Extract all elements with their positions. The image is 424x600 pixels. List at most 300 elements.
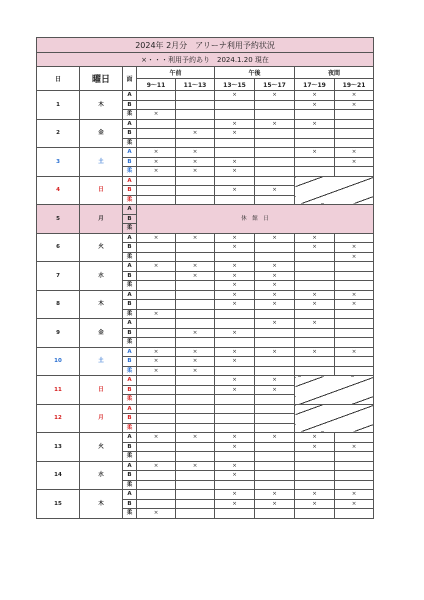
slot-cell: × <box>137 148 176 158</box>
slot-cell <box>335 138 374 148</box>
slot-cell <box>295 110 335 120</box>
facility-label: A <box>123 148 137 158</box>
slot-cell <box>137 471 176 481</box>
slot-cell <box>255 471 295 481</box>
slot-cell <box>137 338 176 348</box>
slot-cell <box>176 480 215 490</box>
facility-label: B <box>123 243 137 253</box>
facility-label: B <box>123 157 137 167</box>
slot-cell <box>255 404 295 414</box>
slot-cell: × <box>176 357 215 367</box>
slot-cell <box>255 357 295 367</box>
day-number: 15 <box>37 490 80 519</box>
slot-cell: × <box>255 119 295 129</box>
day-number: 13 <box>37 433 80 462</box>
subtitle-row <box>37 53 374 67</box>
facility-label: 柔 <box>123 509 137 519</box>
slot-cell: × <box>215 271 255 281</box>
facility-label: A <box>123 433 137 443</box>
slot-cell <box>255 243 295 253</box>
title-row <box>37 38 374 53</box>
slot-cell <box>335 319 374 329</box>
slot-cell <box>255 100 295 110</box>
slot-cell <box>255 176 295 186</box>
slot-cell: × <box>215 461 255 471</box>
slot-cell: × <box>215 157 255 167</box>
slot-cell: × <box>176 167 215 177</box>
facility-label: 柔 <box>123 309 137 319</box>
slot-cell: × <box>176 271 215 281</box>
slot-cell <box>335 471 374 481</box>
slot-cell <box>295 509 335 519</box>
slot-cell: × <box>335 252 374 262</box>
facility-label: 柔 <box>123 452 137 462</box>
slot-cell: × <box>215 300 255 310</box>
slot-cell: × <box>335 157 374 167</box>
slot-cell <box>295 252 335 262</box>
slot-cell: × <box>335 243 374 253</box>
slot-cell <box>137 119 176 129</box>
slot-cell <box>295 452 335 462</box>
night-unavailable-hatch <box>295 176 374 205</box>
slot-cell <box>137 376 176 386</box>
facility-label: B <box>123 300 137 310</box>
slot-cell: × <box>295 433 335 443</box>
slot-cell <box>137 499 176 509</box>
slot-cell: × <box>255 319 295 329</box>
slot-cell <box>255 328 295 338</box>
slot-cell <box>335 129 374 139</box>
slot-cell <box>176 442 215 452</box>
slot-cell <box>137 328 176 338</box>
slot-cell: × <box>255 376 295 386</box>
slot-cell: × <box>137 366 176 376</box>
slot-cell: × <box>335 442 374 452</box>
slot-cell: × <box>215 328 255 338</box>
slot-cell <box>176 509 215 519</box>
weekday-header: 曜日 <box>80 67 123 91</box>
slot-cell <box>176 300 215 310</box>
slot-cell: × <box>176 157 215 167</box>
slot-cell: × <box>137 433 176 443</box>
facility-label: B <box>123 385 137 395</box>
slot-header: 13～15 <box>215 79 255 91</box>
slot-cell <box>215 414 255 424</box>
facility-label: 柔 <box>123 423 137 433</box>
slot-cell: × <box>137 509 176 519</box>
slot-cell <box>176 252 215 262</box>
slot-cell: × <box>137 157 176 167</box>
day-10-row-A <box>37 347 374 357</box>
slot-cell <box>255 461 295 471</box>
slot-cell <box>215 452 255 462</box>
slot-cell: × <box>255 186 295 196</box>
facility-label: 柔 <box>123 338 137 348</box>
slot-cell <box>335 309 374 319</box>
slot-cell <box>176 499 215 509</box>
slot-cell <box>335 338 374 348</box>
facility-label: B <box>123 499 137 509</box>
day-14-row-A <box>37 461 374 471</box>
day-13-row-A <box>37 433 374 443</box>
slot-cell <box>137 176 176 186</box>
slot-cell: × <box>295 300 335 310</box>
slot-cell: × <box>255 281 295 291</box>
slot-cell <box>176 281 215 291</box>
weekday: 水 <box>80 461 123 490</box>
slot-cell <box>255 157 295 167</box>
slot-cell <box>137 452 176 462</box>
slot-cell <box>255 110 295 120</box>
slot-cell <box>137 100 176 110</box>
slot-cell <box>176 404 215 414</box>
slot-cell <box>176 376 215 386</box>
slot-cell <box>335 433 374 443</box>
slot-cell <box>255 195 295 205</box>
weekday: 木 <box>80 290 123 319</box>
page-title: 2024年 2月分 アリーナ利用予約状況 <box>37 38 374 53</box>
slot-cell: × <box>215 91 255 101</box>
facility-label: B <box>123 357 137 367</box>
slot-cell: × <box>215 385 255 395</box>
slot-cell <box>255 309 295 319</box>
slot-cell: × <box>215 129 255 139</box>
day-5-row-A <box>37 205 374 215</box>
day-number: 14 <box>37 461 80 490</box>
slot-cell <box>215 480 255 490</box>
slot-cell: × <box>255 433 295 443</box>
day-number: 12 <box>37 404 80 433</box>
facility-label: A <box>123 290 137 300</box>
slot-cell <box>137 195 176 205</box>
slot-cell: × <box>335 290 374 300</box>
slot-cell: × <box>215 433 255 443</box>
day-number: 2 <box>37 119 80 148</box>
facility-label: A <box>123 347 137 357</box>
slot-cell <box>137 319 176 329</box>
slot-cell <box>176 309 215 319</box>
day-number: 7 <box>37 262 80 291</box>
slot-cell <box>215 252 255 262</box>
slot-cell <box>255 423 295 433</box>
slot-cell <box>335 233 374 243</box>
slot-cell <box>295 328 335 338</box>
facility-label: B <box>123 129 137 139</box>
slot-cell: × <box>335 91 374 101</box>
facility-label: 柔 <box>123 167 137 177</box>
slot-cell: × <box>215 490 255 500</box>
slot-cell <box>215 509 255 519</box>
slot-cell <box>295 366 335 376</box>
slot-cell <box>335 452 374 462</box>
slot-cell <box>137 91 176 101</box>
slot-cell: × <box>176 148 215 158</box>
night-unavailable-hatch <box>295 404 374 433</box>
slot-cell <box>176 471 215 481</box>
slot-cell: × <box>255 490 295 500</box>
slot-cell: × <box>215 471 255 481</box>
slot-cell: × <box>335 300 374 310</box>
slot-cell <box>176 138 215 148</box>
slot-cell <box>255 129 295 139</box>
slot-cell <box>335 461 374 471</box>
day-number: 8 <box>37 290 80 319</box>
facility-label: A <box>123 404 137 414</box>
slot-cell <box>335 328 374 338</box>
facility-label: 柔 <box>123 252 137 262</box>
slot-header: 9～11 <box>137 79 176 91</box>
slot-cell <box>335 271 374 281</box>
slot-header: 11～13 <box>176 79 215 91</box>
weekday: 日 <box>80 376 123 405</box>
day-6-row-A <box>37 233 374 243</box>
slot-cell <box>255 395 295 405</box>
facility-label: B <box>123 414 137 424</box>
facility-label: A <box>123 376 137 386</box>
facility-label: B <box>123 442 137 452</box>
slot-cell <box>176 243 215 253</box>
slot-cell: × <box>176 366 215 376</box>
slot-cell <box>137 281 176 291</box>
slot-cell <box>176 319 215 329</box>
slot-cell <box>255 509 295 519</box>
slot-cell <box>335 110 374 120</box>
slot-cell <box>137 271 176 281</box>
day-number: 4 <box>37 176 80 205</box>
facility-label: 柔 <box>123 395 137 405</box>
slot-cell: × <box>176 328 215 338</box>
slot-cell <box>137 385 176 395</box>
slot-cell: × <box>295 490 335 500</box>
slot-cell <box>215 423 255 433</box>
slot-cell <box>255 452 295 462</box>
slot-cell: × <box>255 233 295 243</box>
slot-cell <box>137 480 176 490</box>
slot-cell: × <box>215 167 255 177</box>
weekday: 月 <box>80 404 123 433</box>
slot-cell: × <box>215 281 255 291</box>
page-subtitle: ×・・・利用予約あり 2024.1.20 現在 <box>37 53 374 67</box>
slot-cell: × <box>137 347 176 357</box>
slot-cell <box>137 490 176 500</box>
slot-cell: × <box>335 499 374 509</box>
day-number: 9 <box>37 319 80 348</box>
slot-cell <box>295 461 335 471</box>
slot-cell: × <box>255 300 295 310</box>
afternoon-header: 午後 <box>215 67 295 79</box>
slot-cell <box>137 404 176 414</box>
slot-cell <box>176 176 215 186</box>
slot-cell <box>255 366 295 376</box>
facility-label: 柔 <box>123 138 137 148</box>
facility-label: 柔 <box>123 110 137 120</box>
day-4-row-A <box>37 176 374 186</box>
day-number: 3 <box>37 148 80 177</box>
slot-cell <box>215 100 255 110</box>
day-15-row-A <box>37 490 374 500</box>
night-header: 夜間 <box>295 67 374 79</box>
slot-cell: × <box>215 119 255 129</box>
slot-cell <box>176 119 215 129</box>
slot-cell <box>215 338 255 348</box>
slot-header: 15～17 <box>255 79 295 91</box>
slot-cell: × <box>255 262 295 272</box>
facility-label: A <box>123 319 137 329</box>
weekday: 火 <box>80 433 123 462</box>
slot-cell: × <box>255 347 295 357</box>
slot-cell <box>137 186 176 196</box>
slot-cell: × <box>215 233 255 243</box>
slot-cell: × <box>215 376 255 386</box>
slot-cell: × <box>215 442 255 452</box>
weekday: 金 <box>80 119 123 148</box>
slot-cell <box>255 480 295 490</box>
slot-cell <box>176 414 215 424</box>
slot-cell: × <box>137 357 176 367</box>
facility-label: 柔 <box>123 480 137 490</box>
day-number: 5 <box>37 205 80 234</box>
slot-cell <box>137 138 176 148</box>
slot-cell: × <box>295 233 335 243</box>
facility-label: B <box>123 471 137 481</box>
slot-cell <box>176 385 215 395</box>
slot-cell: × <box>335 148 374 158</box>
weekday: 土 <box>80 148 123 177</box>
slot-cell <box>295 338 335 348</box>
slot-cell: × <box>215 499 255 509</box>
facility-label: A <box>123 461 137 471</box>
day-number: 11 <box>37 376 80 405</box>
slot-cell: × <box>215 347 255 357</box>
slot-cell: × <box>137 233 176 243</box>
morning-header: 午前 <box>137 67 215 79</box>
weekday: 土 <box>80 347 123 376</box>
facility-label: 柔 <box>123 281 137 291</box>
slot-cell: × <box>176 262 215 272</box>
slot-cell: × <box>176 129 215 139</box>
slot-cell <box>176 195 215 205</box>
slot-cell <box>176 100 215 110</box>
slot-cell <box>176 395 215 405</box>
slot-cell: × <box>137 167 176 177</box>
slot-cell <box>215 366 255 376</box>
slot-cell: × <box>176 233 215 243</box>
slot-cell: × <box>295 148 335 158</box>
facility-label: B <box>123 214 137 224</box>
slot-cell <box>295 271 335 281</box>
weekday: 木 <box>80 91 123 120</box>
slot-cell <box>215 148 255 158</box>
slot-cell <box>215 395 255 405</box>
slot-cell <box>255 167 295 177</box>
slot-cell <box>295 309 335 319</box>
slot-cell <box>176 452 215 462</box>
slot-cell: × <box>215 262 255 272</box>
facility-label: A <box>123 119 137 129</box>
slot-cell <box>215 195 255 205</box>
slot-cell <box>335 119 374 129</box>
facility-label: A <box>123 490 137 500</box>
day-number: 10 <box>37 347 80 376</box>
facility-label: 柔 <box>123 195 137 205</box>
weekday: 日 <box>80 176 123 205</box>
slot-cell: × <box>295 91 335 101</box>
facility-label: A <box>123 233 137 243</box>
slot-cell <box>215 404 255 414</box>
slot-cell <box>137 290 176 300</box>
slot-cell: × <box>295 442 335 452</box>
day-1-row-A <box>37 91 374 101</box>
reservation-sheet <box>36 37 373 519</box>
closed-day-label: 休 館 日 <box>137 205 374 234</box>
slot-cell <box>176 338 215 348</box>
facility-label: B <box>123 271 137 281</box>
slot-cell: × <box>335 490 374 500</box>
slot-cell: × <box>215 290 255 300</box>
slot-cell <box>176 110 215 120</box>
slot-cell: × <box>295 319 335 329</box>
slot-cell <box>335 357 374 367</box>
slot-cell <box>255 148 295 158</box>
slot-cell <box>295 167 335 177</box>
slot-cell <box>176 91 215 101</box>
slot-cell: × <box>295 243 335 253</box>
reservation-table <box>36 37 374 519</box>
slot-cell: × <box>255 91 295 101</box>
slot-cell <box>335 480 374 490</box>
slot-cell <box>255 138 295 148</box>
slot-cell: × <box>255 385 295 395</box>
slot-cell: × <box>215 357 255 367</box>
slot-cell <box>335 281 374 291</box>
day-number: 1 <box>37 91 80 120</box>
slot-cell <box>295 471 335 481</box>
facility-label: B <box>123 328 137 338</box>
facility-label: 柔 <box>123 224 137 234</box>
slot-cell <box>255 338 295 348</box>
night-unavailable-hatch <box>295 376 374 405</box>
slot-cell: × <box>137 461 176 471</box>
slot-cell <box>137 414 176 424</box>
slot-cell: × <box>335 100 374 110</box>
weekday: 月 <box>80 205 123 234</box>
slot-cell <box>137 423 176 433</box>
slot-cell: × <box>335 347 374 357</box>
slot-cell <box>137 243 176 253</box>
slot-cell: × <box>295 119 335 129</box>
slot-cell: × <box>255 499 295 509</box>
day-3-row-A <box>37 148 374 158</box>
slot-cell <box>176 290 215 300</box>
slot-cell <box>137 395 176 405</box>
slot-cell <box>137 300 176 310</box>
slot-cell: × <box>255 290 295 300</box>
slot-cell <box>215 138 255 148</box>
day-8-row-A <box>37 290 374 300</box>
slot-cell: × <box>137 110 176 120</box>
slot-cell <box>255 414 295 424</box>
slot-cell <box>176 186 215 196</box>
facility-label: B <box>123 100 137 110</box>
slot-cell: × <box>176 347 215 357</box>
slot-cell <box>215 176 255 186</box>
day-12-row-A <box>37 404 374 414</box>
slot-cell <box>335 509 374 519</box>
slot-header: 19～21 <box>335 79 374 91</box>
slot-cell <box>176 490 215 500</box>
day-7-row-A <box>37 262 374 272</box>
slot-cell: × <box>295 347 335 357</box>
